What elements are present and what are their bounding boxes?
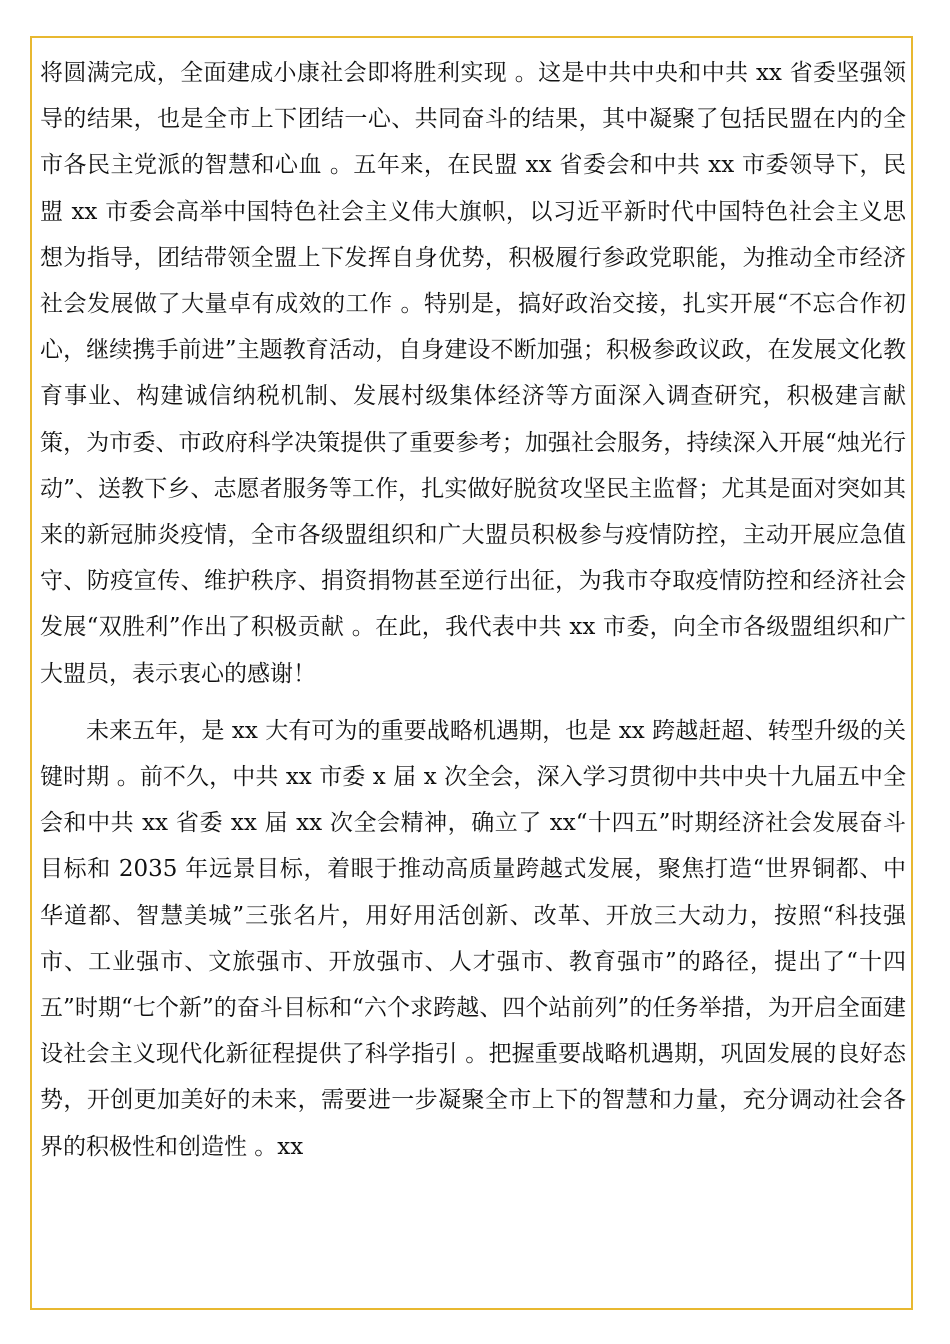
page-frame <box>30 36 913 1310</box>
paragraph-2: 未来五年，是 xx 大有可为的重要战略机遇期，也是 xx 跨越赶超、转型升级的关键时期 。前不久，中共 xx 市委 x 届 x 次全会，深入学习贯彻中共中央十九届五中全会和中共 xx 省委 xx 届 xx 次全会精神，确立了 xx“十四五”时期经济社会发展奋斗目标和 2035 年远景目标，着眼于推动高质量跨越式发展，聚焦打造“世界铜都、中华道都、智慧美城”三张名片，用好用活创新、改革、开放三大动力，按照“科技强市、工业强市、文旅强市、开放强市、人才强市、教育强市”的路径，提出了“十四五”时期“七个新”的奋斗目标和“六个求跨越、四个站前列”的任务举措，为开启全面建设社会主义现代化新征程提供了科学指引 。把握重要战略机遇期，巩固发展的良好态势，开创更加美好的未来，需要进一步凝聚全市上下的智慧和力量，充分调动社会各界的积极性和创造性 。xx <box>40 717 906 1160</box>
document-body <box>40 50 906 1170</box>
paragraph-1: 将圆满完成，全面建成小康社会即将胜利实现 。这是中共中央和中共 xx 省委坚强领导的结果，也是全市上下团结一心、共同奋斗的结果，其中凝聚了包括民盟在内的全市各民主党派的智慧和心血 。五年来，在民盟 xx 省委会和中共 xx 市委领导下，民盟 xx 市委会高举中国特色社会主义伟大旗帜，以习近平新时代中国特色社会主义思想为指导，团结带领全盟上下发挥自身优势，积极履行参政党职能，为推动全市经济社会发展做了大量卓有成效的工作 。特别是，搞好政治交接，扎实开展“不忘合作初心，继续携手前进”主题教育活动，自身建设不断加强；积极参政议政，在发展文化教育事业、构建诚信纳税机制、发展村级集体经济等方面深入调查研究，积极建言献策，为市委、市政府科学决策提供了重要参考；加强社会服务，持续深入开展“烛光行动”、送教下乡、志愿者服务等工作，扎实做好脱贫攻坚民主监督；尤其是面对突如其来的新冠肺炎疫情，全市各级盟组织和广大盟员积极参与疫情防控，主动开展应急值守、防疫宣传、维护秩序、捐资捐物甚至逆行出征，为我市夺取疫情防控和经济社会发展“双胜利”作出了积极贡献 。在此，我代表中共 xx 市委，向全市各级盟组织和广大盟员，表示衷心的感谢！ <box>40 60 906 687</box>
